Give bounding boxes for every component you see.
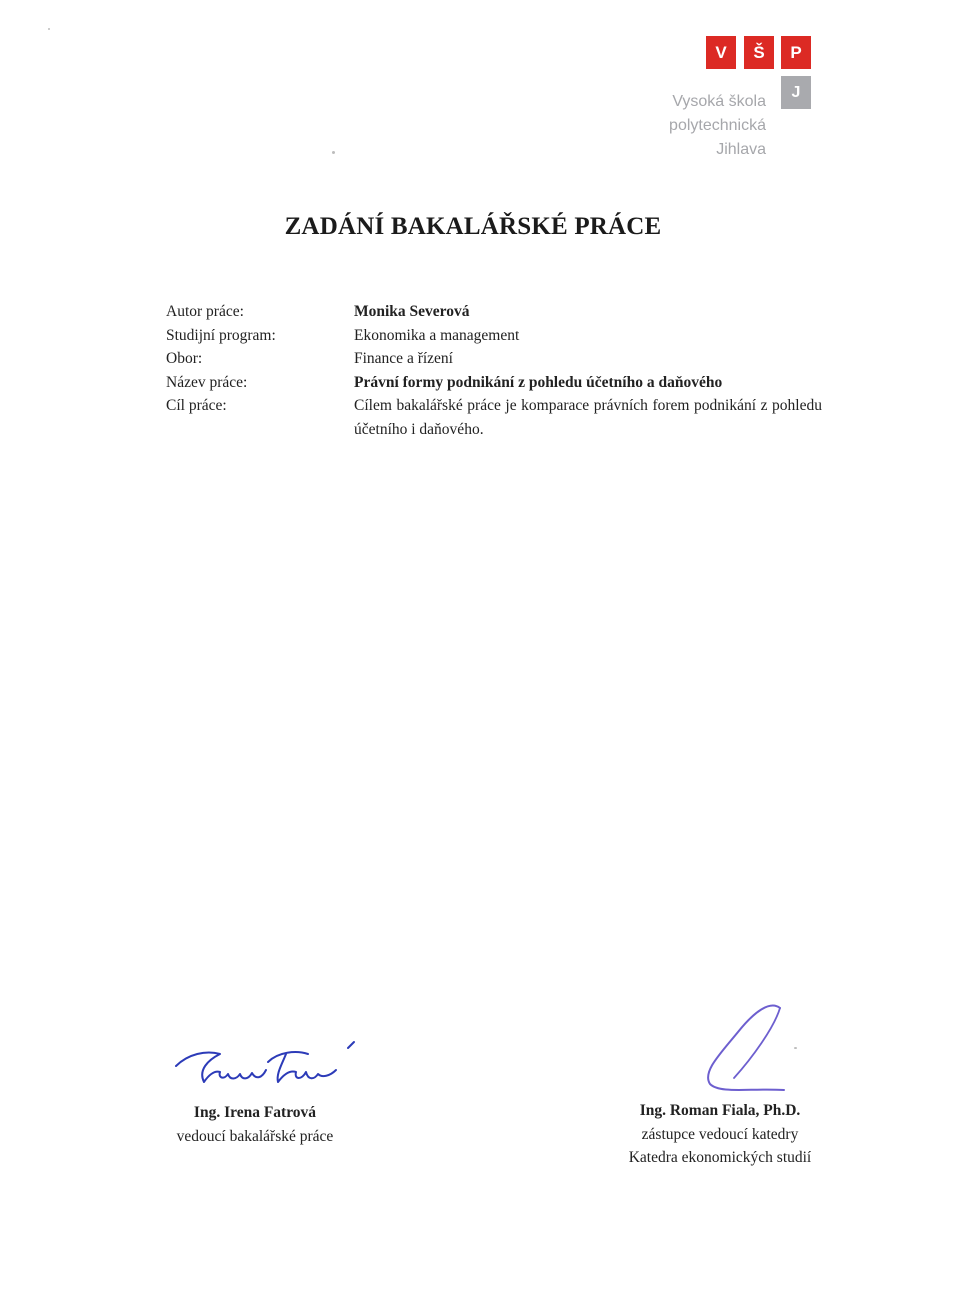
logo-line-1: Vysoká škola: [672, 93, 766, 110]
signature-left-handwriting: [168, 1040, 368, 1100]
value-field: Finance a řízení: [354, 350, 453, 368]
signatory-right-role: zástupce vedoucí katedry: [641, 1125, 799, 1143]
document-title: ZADÁNÍ BAKALÁŘSKÉ PRÁCE: [284, 213, 662, 240]
info-values: [354, 300, 822, 442]
logo-letter-v: V: [706, 36, 736, 69]
info-labels: [166, 300, 276, 418]
signatory-left-name: Ing. Irena Fatrová: [193, 1104, 317, 1121]
signature-block-right: [600, 1099, 840, 1170]
value-thesis-title: Právní formy podnikání z pohledu účetního a daňového: [354, 373, 723, 391]
value-program: Ekonomika a management: [354, 326, 520, 344]
logo-letter-p: P: [781, 36, 811, 69]
value-goal: Cílem bakalářské práce je komparace právních forem podnikání z pohledu účetního i daňového.: [354, 397, 822, 438]
signatory-left-role: vedoucí bakalářské práce: [176, 1127, 334, 1145]
value-author: Monika Severová: [354, 303, 470, 320]
school-logo: [640, 36, 820, 166]
logo-line-2: polytechnická: [669, 117, 766, 134]
scan-speck: [48, 28, 50, 30]
logo-school-name: [669, 90, 766, 162]
label-thesis-title: Název práce:: [166, 373, 248, 391]
logo-line-3: Jihlava: [716, 141, 766, 158]
label-field: Obor:: [166, 350, 203, 368]
logo-letter-s: Š: [744, 36, 774, 69]
label-program: Studijní program:: [166, 326, 276, 344]
logo-letter-j: J: [781, 76, 811, 109]
scan-speck: [332, 151, 335, 154]
signature-block-left: [150, 1101, 360, 1148]
label-author: Autor práce:: [166, 303, 244, 320]
signature-right-handwriting: [700, 998, 800, 1098]
label-goal: Cíl práce:: [166, 397, 227, 415]
signatory-right-name: Ing. Roman Fiala, Ph.D.: [639, 1102, 801, 1119]
signatory-right-department: Katedra ekonomických studií: [628, 1149, 812, 1166]
